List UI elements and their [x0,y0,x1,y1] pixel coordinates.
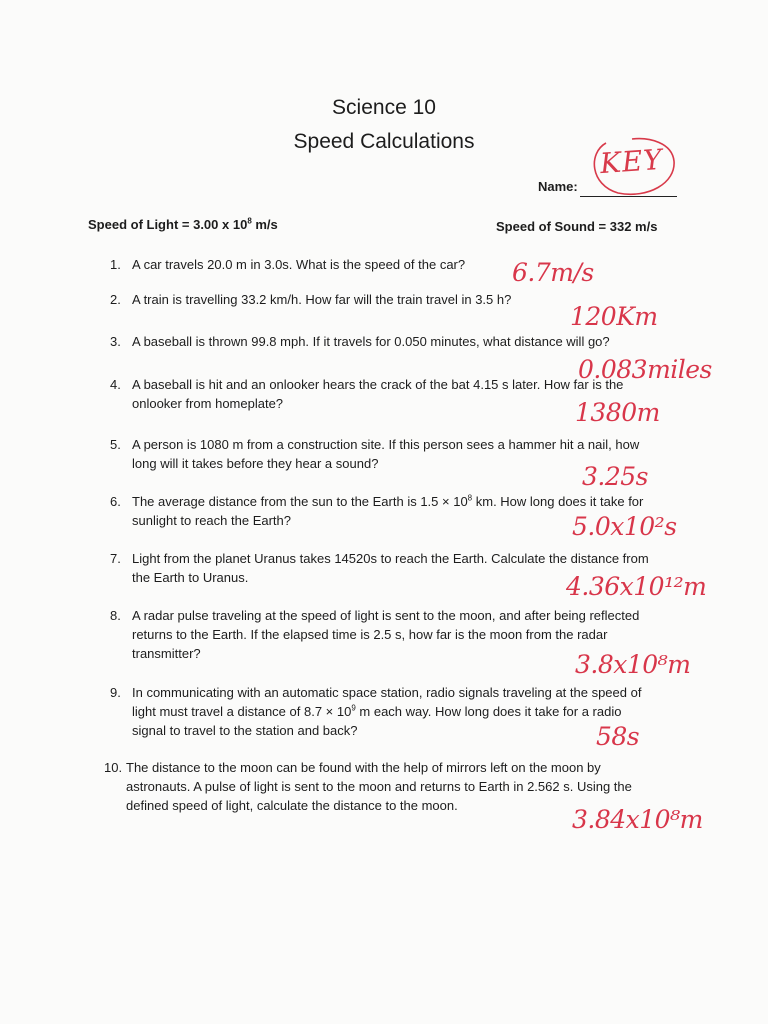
answer-3: 0.083miles [578,355,712,384]
question-text [132,683,652,740]
answer-7: 4.36x10¹²m [566,572,707,601]
answer-1: 6.7m/s [512,258,594,287]
question-text: A radar pulse traveling at the speed of light is sent to the moon, and after being reflected returns to the Earth. If the elapsed time is 2.5 s, how far is the moon from the radar transmitter? [132,608,640,661]
answer-10: 3.84x10⁸m [572,805,703,834]
question-number: 1. [110,257,121,272]
question-number: 3. [110,334,121,349]
question-exponent: 9 [351,703,356,713]
question-text: A car travels 20.0 m in 3.0s. What is the speed of the car? [132,257,466,272]
answer-6: 5.0x10²s [572,512,677,541]
speed-of-sound-constant: Speed of Sound = 332 m/s [496,219,658,234]
question-text-part: The average distance from the sun to the Earth is 1.5 × 10 [132,494,468,509]
question-number: 10. [104,760,123,775]
question-number: 4. [110,377,121,392]
speed-of-light-exponent: 8 [247,216,252,226]
answer-9: 58s [596,722,640,751]
question-text: A baseball is hit and an onlooker hears the crack of the bat 4.15 s later. How far is the onlooker from homeplate? [132,377,624,411]
answer-2: 120Km [570,302,658,331]
question-text-part: km. How long does it take for sunlight to reach the Earth? [132,494,644,528]
question-exponent: 8 [467,493,473,503]
question-text-part: In communicating with an automatic space station, radio signals traveling at the speed of light must travel a distance of 8.7 × 10 [132,685,642,719]
name-label: Name: [538,179,578,194]
speed-of-light-constant [88,217,278,232]
question-number: 2. [110,292,121,307]
question-number: 5. [110,437,121,452]
answer-4: 1380m [575,398,660,427]
question-number: 7. [110,551,121,566]
key-stamp: KEY [598,142,664,181]
question-text: A person is 1080 m from a construction site. If this person sees a hammer hit a nail, how long will it takes before they hear a sound? [132,437,640,471]
question-number: 9. [110,685,121,700]
question-text: A train is travelling 33.2 km/h. How far will the train travel in 3.5 h? [132,292,512,307]
question-text: A baseball is thrown 99.8 mph. If it travels for 0.050 minutes, what distance will go? [132,334,610,349]
speed-of-light-unit: m/s [251,217,278,232]
question-number: 8. [110,608,121,623]
answer-5: 3.25s [582,462,648,491]
question-text: Light from the planet Uranus takes 14520s to reach the Earth. Calculate the distance from the Earth to Uranus. [132,551,649,585]
question-number: 6. [110,494,121,509]
name-line [580,196,677,197]
page-title: Science 10 [332,96,436,119]
question-text-part: m each way. How long does it take for a radio signal to travel to the station and back? [132,704,622,738]
answer-8: 3.8x10⁸m [575,650,691,679]
question-text: The distance to the moon can be found with the help of mirrors left on the moon by astronauts. A pulse of light is sent to the moon and returns to Earth in 2.562 s. Using the defined speed of light, calculate the distance to the moon. [126,760,632,813]
page-subtitle: Speed Calculations [293,130,475,153]
speed-of-light-text: Speed of Light = 3.00 x 10 [88,217,248,232]
